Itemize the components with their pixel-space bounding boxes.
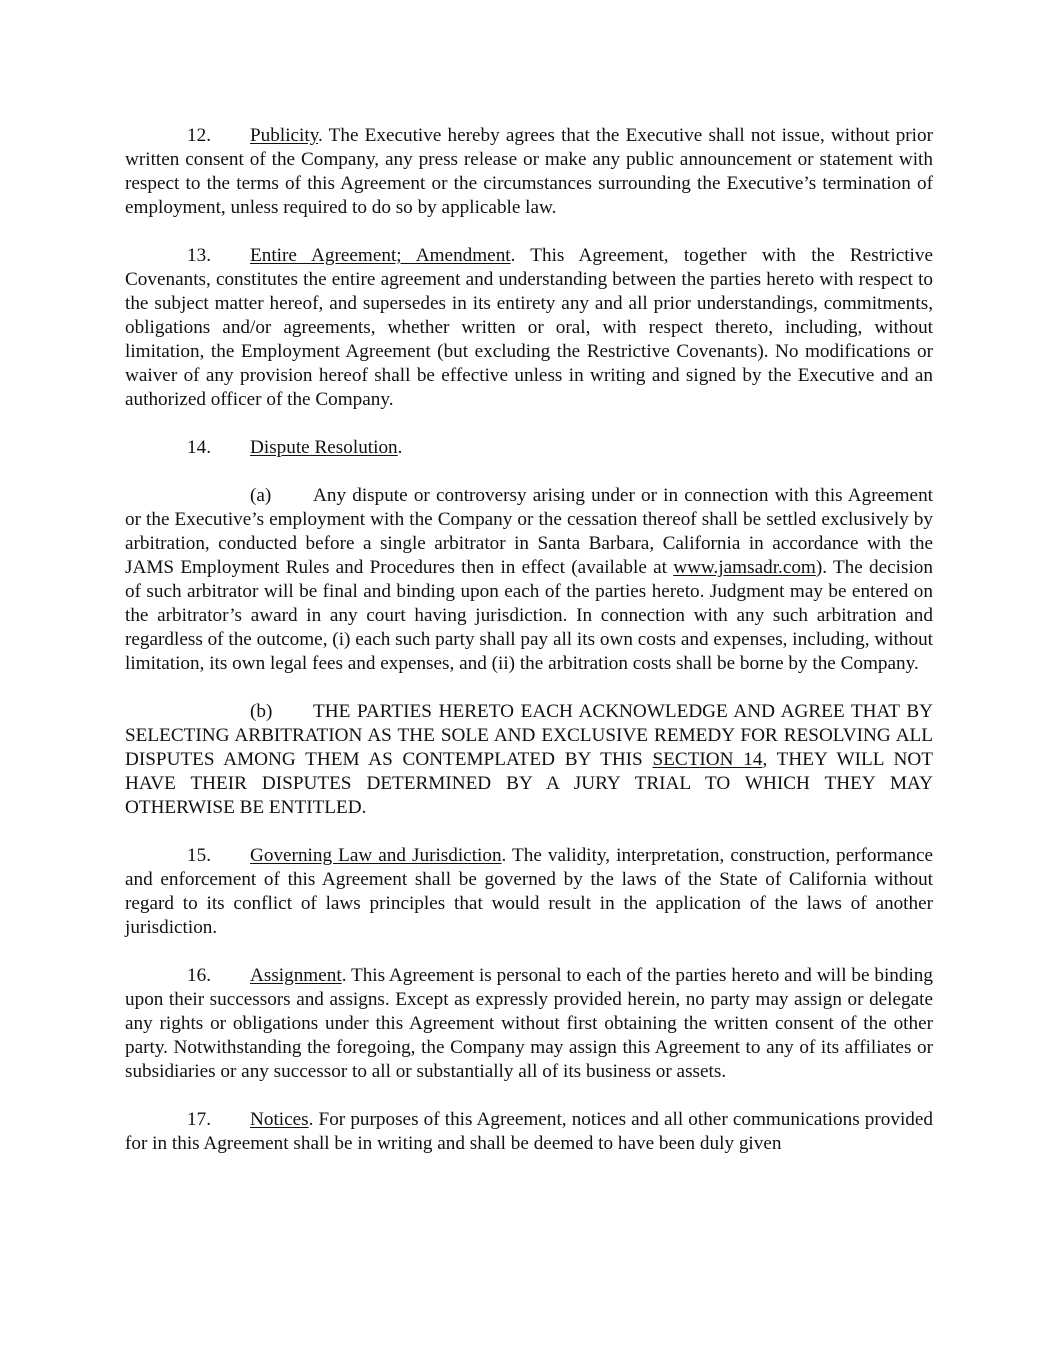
section-title-dispute-resolution: Dispute Resolution [250,437,398,458]
section-title-notices: Notices [250,1109,309,1130]
section-title-entire-agreement: Entire Agreement; Amendment [250,245,511,266]
section-body: . This Agreement, together with the Restrictive Covenants, constitutes the entire agreement and understanding between the parties hereto with respect to the subject matter hereof, and supersedes in its entirety any and all prior understandings, commitments, obligations and/or agreements, whether written or oral, with respect thereto, including, without limitation, the Employment Agreement (but excluding the Restrictive Covenants). No modifications or waiver of any provision hereof shall be effective unless in writing and signed by the Executive and an authorized officer of the Company. [125,245,934,410]
section-title-period: . [397,437,403,458]
section-body: . For purposes of this Agreement, notices and all other communications provided for in this Agreement shall be in writing and shall be deemed to have been duly given [125,1109,933,1154]
subsection-body: THE PARTIES HERETO EACH ACKNOWLEDGE AND AGREE THAT BY SELECTING ARBITRATION AS THE SOLE AND EXCLUSIVE REMEDY FOR RESOLVING ALL DISPUTES AMONG THEM AS CONTEMPLATED BY THIS [125,701,933,770]
section-body: . This Agreement is personal to each of the parties hereto and will be binding upon their successors and assigns. Except as expressly provided herein, no party may assign or delegate any rights or obligations under this Agreement without first obtaining the written consent of the other party. Notwithstanding the foregoing, the Company may assign this Agreement to any of its affiliates or subsidiaries or any successor to all or substantially all of its business or assets. [125,965,933,1082]
subsection-body-continued: , THEY WILL NOT HAVE THEIR DISPUTES DETERMINED BY A JURY TRIAL TO WHICH THEY MAY OTHERWISE BE ENTITLED. [125,749,933,818]
section-14-a [125,484,933,676]
section-number: 16. [187,965,211,986]
document-body [125,124,933,1156]
section-number: 14. [187,437,211,458]
section-body: . The validity, interpretation, construction, performance and enforcement of this Agreement shall be governed by the laws of the State of California without regard to its conflict of laws principles that would result in the application of the laws of another jurisdiction. [125,845,933,938]
section-number: 12. [187,125,211,146]
section-title-assignment: Assignment [250,965,342,986]
section-17 [125,1108,933,1156]
subsection-body-continued: ). The decision of such arbitrator will be final and binding upon each of the parties hereto. Judgment may be entered on the arbitrator’s award in any court having jurisdiction. In connection with any such arbitration and regardless of the outcome, (i) each such party shall pay all its own costs and expenses, including, without limitation, its own legal fees and expenses, and (ii) the arbitration costs shall be borne by the Company. [125,557,933,674]
section-number: 13. [187,245,211,266]
section-14 [125,436,933,460]
subsection-label: (a) [250,485,272,506]
section-14-reference: SECTION 14 [652,749,763,770]
section-12 [125,124,933,220]
section-body: . The Executive hereby agrees that the Executive shall not issue, without prior written consent of the Company, any press release or make any public announcement or statement with respect to the terms of this Agreement or the circumstances surrounding the Executive’s termination of employment, unless required to do so by applicable law. [125,125,933,218]
section-14-b [125,700,933,820]
jams-website-link[interactable]: www.jamsadr.com [673,557,816,578]
section-15 [125,844,933,940]
section-title-publicity: Publicity [250,125,319,146]
section-title-governing-law: Governing Law and Jurisdiction [250,845,502,866]
subsection-body: Any dispute or controversy arising under or in connection with this Agreement or the Executive’s employment with the Company or the cessation thereof shall be settled exclusively by arbitration, conducted before a single arbitrator in Santa Barbara, California in accordance with the JAMS Employment Rules and Procedures then in effect (available at [125,485,933,578]
section-13 [125,244,933,412]
section-number: 15. [187,845,211,866]
subsection-label: (b) [250,701,273,722]
section-number: 17. [187,1109,211,1130]
section-16 [125,964,933,1084]
